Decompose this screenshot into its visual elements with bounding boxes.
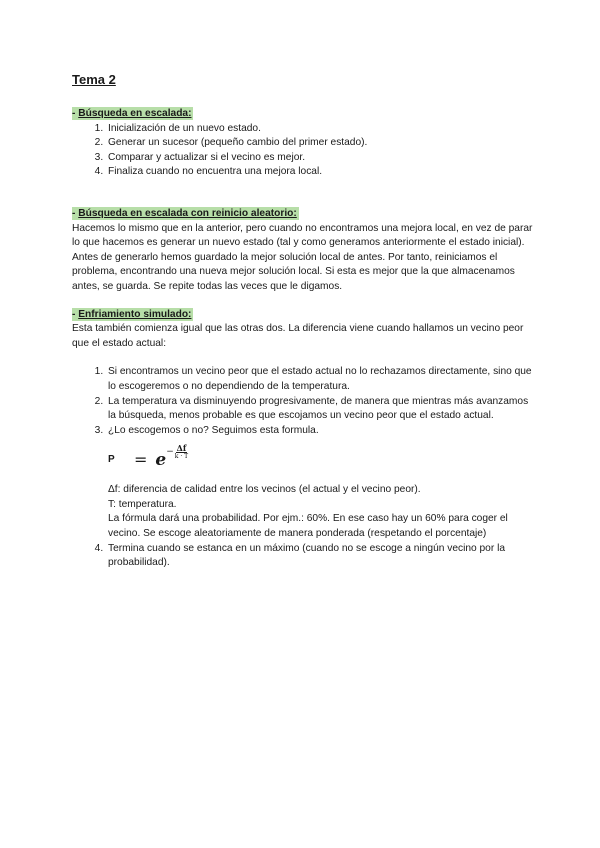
section-busqueda-escalada: [72, 107, 534, 180]
formula-base: e: [155, 449, 167, 470]
section-heading: - Búsqueda en escalada:: [72, 108, 192, 119]
list-item: 1. Si encontramos un vecino peor que el estado actual no lo rechazamos directamente, sino que lo escogeremos o no dependiendo de la temperatura.: [106, 365, 534, 394]
steps-list: [72, 122, 534, 180]
steps-list: [72, 365, 534, 571]
paragraph: Antes de generarlo hemos guardado la mejor solución local de antes. Por tanto, reiniciamos el problema, encontrando una nueva mejor solución local. Si esta es mejor que la que almacenamos antes, se guarda. Se repite todas las veces que le digamos.: [72, 251, 515, 292]
list-item: 1. Inicialización de un nuevo estado.: [106, 122, 534, 137]
list-item: 4. Termina cuando se estanca en un máximo (cuando no se escoge a ningún vecino por la probabilidad).: [106, 542, 534, 571]
formula-denominator: k · T: [174, 452, 189, 460]
list-item: 2. La temperatura va disminuyendo progresivamente, de manera que mientras más avanzamos la búsqueda, menos probable es que escojamos un vecino peor que el estado actual.: [106, 395, 534, 424]
definition-temperature: T: temperatura.: [108, 498, 177, 510]
section-reinicio-aleatorio: [72, 207, 534, 295]
paragraph: Esta también comienza igual que las otras dos. La diferencia viene cuando hallamos un vecino peor que el estado actual:: [72, 323, 524, 349]
formula-numerator: Δf: [176, 442, 187, 453]
formula-exponent: − $\frac{\Delta f}{k \cdot T}$: [166, 442, 189, 460]
definition-probability: La fórmula dará una probabilidad. Por ejm.: 60%. En ese caso hay un 60% para coger el vecino. Se escoge aleatoriamente de manera ponderada (respetando el porcentaje): [108, 513, 508, 540]
document-page: [72, 72, 534, 571]
definition-delta: Δf: diferencia de calidad entre los vecinos (el actual y el vecino peor).: [108, 484, 421, 496]
list-item: 3. Comparar y actualizar si el vecino es mejor.: [106, 151, 534, 166]
formula-lhs: P: [108, 453, 115, 465]
list-item: 4. Finaliza cuando no encuentra una mejora local.: [106, 165, 534, 180]
probability-formula: [108, 442, 534, 478]
paragraph: Hacemos lo mismo que en la anterior, pero cuando no encontramos una mejora local, en vez de parar lo que hacemos es generar un nuevo estado (tal y como generamos anteriormente el estado inicial).: [72, 222, 533, 249]
list-item-text: 3. ¿Lo escogemos o no? Seguimos esta formula.: [108, 424, 319, 436]
list-item: [106, 424, 534, 542]
page-title: Tema 2: [72, 72, 116, 87]
section-heading: - Enfriamiento simulado:: [72, 308, 192, 320]
formula-equals: =: [134, 449, 148, 469]
section-heading: - Búsqueda en escalada con reinicio aleatorio:: [72, 207, 297, 219]
section-enfriamiento-simulado: [72, 308, 534, 571]
list-item: 2. Generar un sucesor (pequeño cambio del primer estado).: [106, 136, 534, 151]
